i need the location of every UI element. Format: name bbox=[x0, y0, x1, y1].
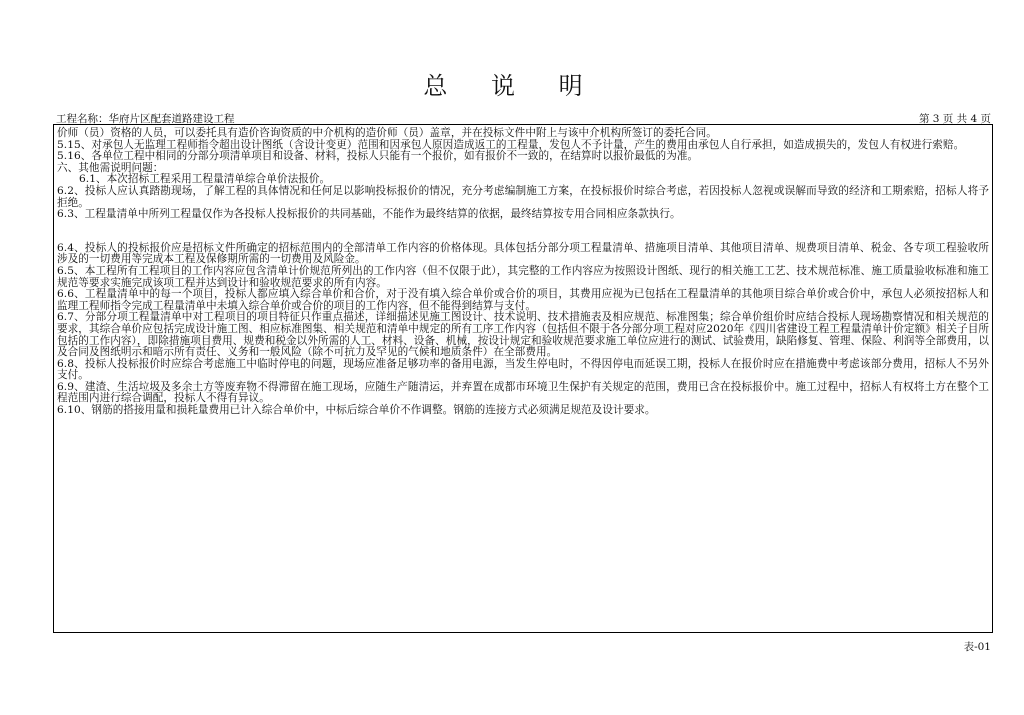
section-heading: 六、其他需说明问题： bbox=[57, 161, 164, 174]
paragraph: 价师（员）资格的人员，可以委托具有造价咨询资质的中介机构的造价师（员）盖章，并在投标文件中附上与该中介机构所签订的委托合同。 bbox=[57, 127, 717, 139]
paragraph: 5.16、各单位工程中相同的分部分项清单项目和设备、材料，投标人只能有一个报价，如有报价不一致的，在结算时以报价最低的为准。 bbox=[57, 150, 699, 163]
paragraph: 6.9、建渣、生活垃圾及多余土方等废弃物不得滞留在施工现场，应随生产随清运，并弃置在成都市环境卫生保护有关规定的范围，费用已含在投标报价中。施工过程中，招标人有权将土方在整个工程范围内进行综合调配，投标人不得有异议。 bbox=[57, 380, 989, 405]
paragraph: 6.8、投标人投标报价时应综合考虑施工中临时停电的问题，现场应准备足够功率的备用电源，当发生停电时，不得因停电而延误工期，投标人在报价时应在措施费中考虑该部分费用，招标人不另外支付。 bbox=[57, 357, 989, 382]
page-number: 第 3 页 共 4 页 bbox=[918, 113, 991, 125]
content-frame bbox=[53, 124, 993, 633]
paragraph: 6.7、分部分项工程量清单中对工程项目的项目特征只作重点描述，详细描述见施工图设计、技术说明、技术措施表及相应规范、标准图集；综合单价组价时应结合投标人现场勘察情况和相关规范的要求，其综合单价应包括完成设计施工图、相应标准图集、相关规范和清单中规定的所有工序工作内容（包括但不限于各分部分项工程对应2020年《四川省建设工程工程量清单计价定额》相关子目所包括的工作内容），即除措施项目费用、规费和税金以外所需的人工、材料、设备、机械，按设计规定和验收规范要求施工单位应进行的测试、试验费用，缺陷修复、管理、保险、利润等全部费用，以及合同及图纸明示和暗示所有责任、义务和一般风险（除不可抗力及罕见的气候和地质条件）在全部费用。 bbox=[57, 311, 989, 359]
paragraph: 6.2、投标人应认真踏勘现场，了解工程的具体情况和任何足以影响投标报价的情况，充分考虑编制施工方案，在投标报价时综合考虑，若因投标人忽视或误解而导致的经济和工期索赔，招标人将予拒绝。 bbox=[57, 184, 989, 209]
paragraph: 6.1、本次招标工程采用工程量清单综合单价法报价。 bbox=[79, 173, 331, 186]
document-title: 总 说 明 bbox=[423, 72, 601, 100]
paragraph: 6.6、工程量清单中的每一个项目，投标人都应填入综合单价和合价，对于没有填入综合单价或合价的项目，其费用应视为已包括在工程量清单的其他项目综合单价或合价中，承包人必须按招标人和监理工程师指令完成工程量清单中未填入综合单价或合价的项目的工作内容，但不能得到结算与支付。 bbox=[57, 288, 989, 312]
form-code: 表-01 bbox=[963, 641, 991, 653]
spacer bbox=[57, 221, 989, 243]
paragraph: 6.4、投标人的投标报价应是招标文件所确定的招标范围内的全部清单工作内容的价格体现。具体包括分部分项工程量清单、措施项目清单、其他项目清单、规费项目清单、税金、各专项工程验收所涉及的一切费用等完成本工程及保修期所需的一切费用及风险金。 bbox=[57, 241, 989, 266]
project-name: 工程名称：华府片区配套道路建设工程 bbox=[56, 113, 235, 125]
paragraph: 6.3、工程量清单中所列工程量仅作为各投标人投标报价的共同基础，不能作为最终结算的依据，最终结算按专用合同相应条款执行。 bbox=[57, 208, 681, 221]
content-body bbox=[57, 128, 989, 417]
paragraph: 6.10、钢筋的搭接用量和损耗量费用已计入综合单价中，中标后综合单价不作调整。钢筋的连接方式必须满足规范及设计要求。 bbox=[57, 404, 656, 417]
paragraph: 6.5、本工程所有工程项目的工作内容应包含清单计价规范所列出的工作内容（但不仅限于此），其完整的工作内容应为按照设计图纸、现行的相关施工工艺、技术规范标准、施工质量验收标准和施工规范等要求实施完成该项工程并达到设计和验收规范要求的所有内容。 bbox=[57, 264, 989, 289]
paragraph: 5.15、对承包人无监理工程师指令超出设计图纸（含设计变更）范围和因承包人原因造成返工的工程量，发包人不予计量，产生的费用由承包人自行承担，如造成损失的，发包人有权进行索赔。 bbox=[57, 138, 965, 151]
